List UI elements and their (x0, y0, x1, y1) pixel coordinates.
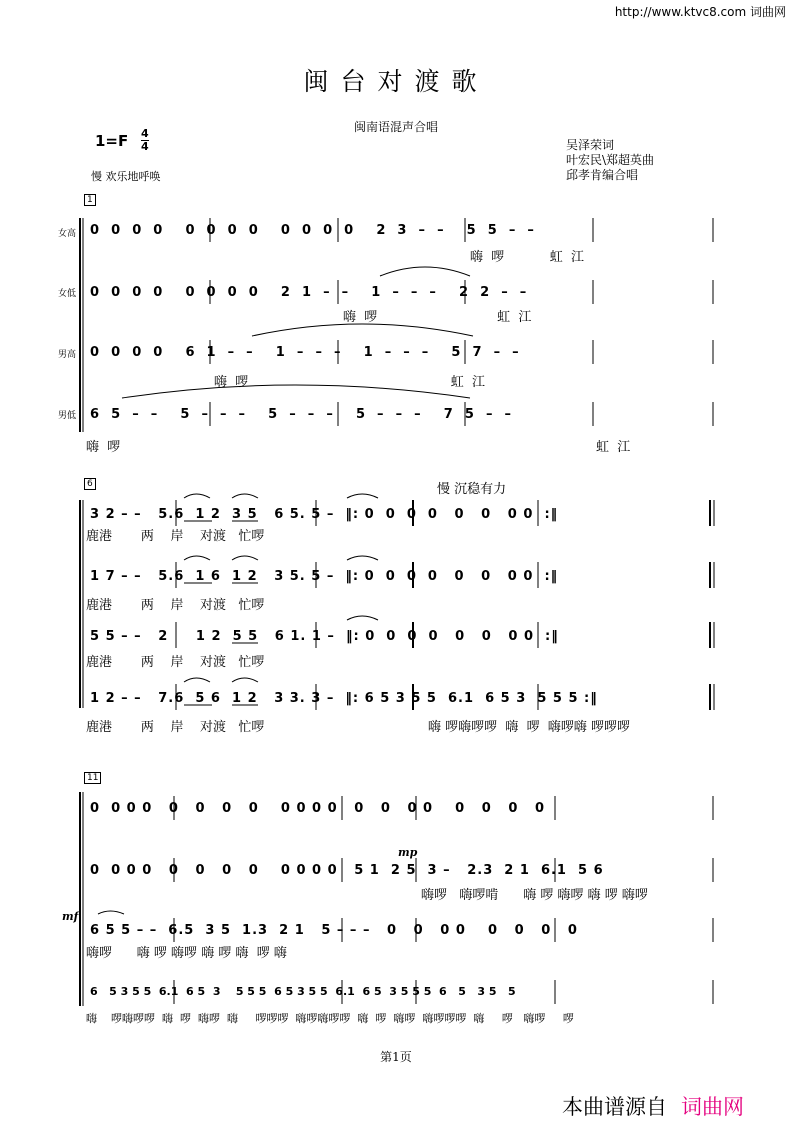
bass-lyrics-2: 虹 江 (596, 440, 631, 455)
measure-number: 6 (84, 478, 96, 490)
alto-lyrics: 嗨 啰 虹 江 (343, 310, 532, 325)
voice-label-soprano: 女高 (58, 229, 77, 239)
song-title: 闽台对渡歌 (303, 67, 489, 96)
credit-arranger: 邱孝肯编合唱 (566, 168, 639, 182)
soprano-notes: 3 2 – – 5.6 1 2 3 5 6 5. 5 – ‖: 0 0 0 0 0 0 0 0 :‖ (90, 507, 559, 522)
dynamic-mf: mf (62, 910, 79, 923)
bass-lyrics-2: 嗨 啰嗨啰啰 嗨 啰 嗨啰嗨 啰啰啰 (428, 720, 631, 735)
time-signature (141, 128, 149, 153)
tenor-lyrics: 嗨 啰 虹 江 (214, 375, 486, 390)
brand-right: 词曲网 (681, 1095, 744, 1119)
credits (566, 138, 654, 183)
alto-lyrics: 鹿港 两 岸 对渡 忙啰 (86, 598, 265, 613)
measure-number: 1 (84, 194, 96, 206)
tenor-notes: 5 5 – – 2 1 2 5 5 6 1. 1 – ‖: 0 0 0 0 0 0 0 0 :‖ (90, 629, 559, 644)
tenor-lyrics: 鹿港 两 岸 对渡 忙啰 (86, 655, 265, 670)
voice-label-tenor: 男高 (58, 350, 77, 360)
soprano-notes: 0 0 0 0 0 0 0 0 0 0 0 0 0 0 0 0 0 0 0 0 (90, 801, 546, 816)
source-brand (562, 1091, 744, 1121)
bass-lyrics: 嗨 啰嗨啰啰 嗨 啰 嗨啰 嗨 啰啰啰 嗨啰嗨啰啰 嗨 啰 嗨啰 嗨啰啰啰 嗨 啰 嗨啰 啰 (86, 1012, 574, 1025)
tenor-lyrics: 嗨啰 嗨 啰 嗨啰 嗨 啰 嗨 啰 嗨 (86, 946, 287, 961)
bass-lyrics: 嗨 啰 (86, 440, 121, 455)
alto-notes: 1 7 – – 5.6 1 6 1 2 3 5. 5 – ‖: 0 0 0 0 0 0 0 0 :‖ (90, 569, 559, 584)
time-top: 4 (141, 127, 149, 140)
alto-lyrics: 嗨啰 嗨啰啃 嗨 啰 嗨啰 嗨 啰 嗨啰 (421, 888, 648, 903)
time-bottom: 4 (141, 140, 149, 153)
credit-lyricist: 吴泽荣词 (566, 138, 615, 152)
key-signature: 1=F (95, 132, 129, 150)
measure-number: 11 (84, 772, 101, 784)
site-url: http://www.ktvc8.com 词曲网 (614, 5, 786, 19)
credit-composer: 叶宏民\郑超英曲 (566, 153, 655, 167)
tenor-notes: 0 0 0 0 6 1 – – 1 – – – 1 – – – 5 7 – – (90, 345, 520, 360)
alto-notes: 0 0 0 0 0 0 0 0 0 0 0 0 5 1 2 5 3 – 2.3 2 1 6.1 5 6 (90, 863, 604, 878)
soprano-lyrics: 鹿港 两 岸 对渡 忙啰 (86, 529, 265, 544)
song-subtitle: 闽南语混声合唱 (353, 120, 438, 134)
voice-label-bass: 男低 (58, 411, 77, 421)
tempo-marking-2: 慢 沉稳有力 (437, 482, 507, 497)
bass-notes: 1 2 – – 7.6 5 6 1 2 3 3. 3 – ‖: 6 5 3 5 5 6.1 6 5 3 5 5 5 :‖ (90, 691, 598, 706)
brand-left: 本曲谱源自 (562, 1095, 667, 1119)
page-number: 第1页 (380, 1050, 412, 1064)
bass-notes: 6 5 – – 5 – – – 5 – – – 5 – – – 7 5 – – (90, 407, 513, 422)
tenor-notes: 6 5 5 – – 6.5 3 5 1.3 2 1 5 – – – 0 0 0 0 0 0 0 0 (90, 923, 578, 938)
soprano-notes: 0 0 0 0 0 0 0 0 0 0 0 0 2 3 – – 5 5 – – (90, 223, 535, 238)
bass-notes: 6 5 3 5 5 6.1 6 5 3 5 5 5 6 5 3 5 5 6.1 6 5 3 5 5 5 6 5 3 5 5 (90, 985, 516, 998)
soprano-lyrics: 嗨 啰 虹 江 (470, 250, 584, 265)
dynamic-mp: mp (398, 846, 418, 859)
voice-label-alto: 女低 (58, 289, 77, 299)
bass-lyrics: 鹿港 两 岸 对渡 忙啰 (86, 720, 265, 735)
tempo-marking: 慢 欢乐地呼唤 (91, 170, 161, 183)
alto-notes: 0 0 0 0 0 0 0 0 2 1 – – 1 – – – 2 2 – – (90, 285, 528, 300)
